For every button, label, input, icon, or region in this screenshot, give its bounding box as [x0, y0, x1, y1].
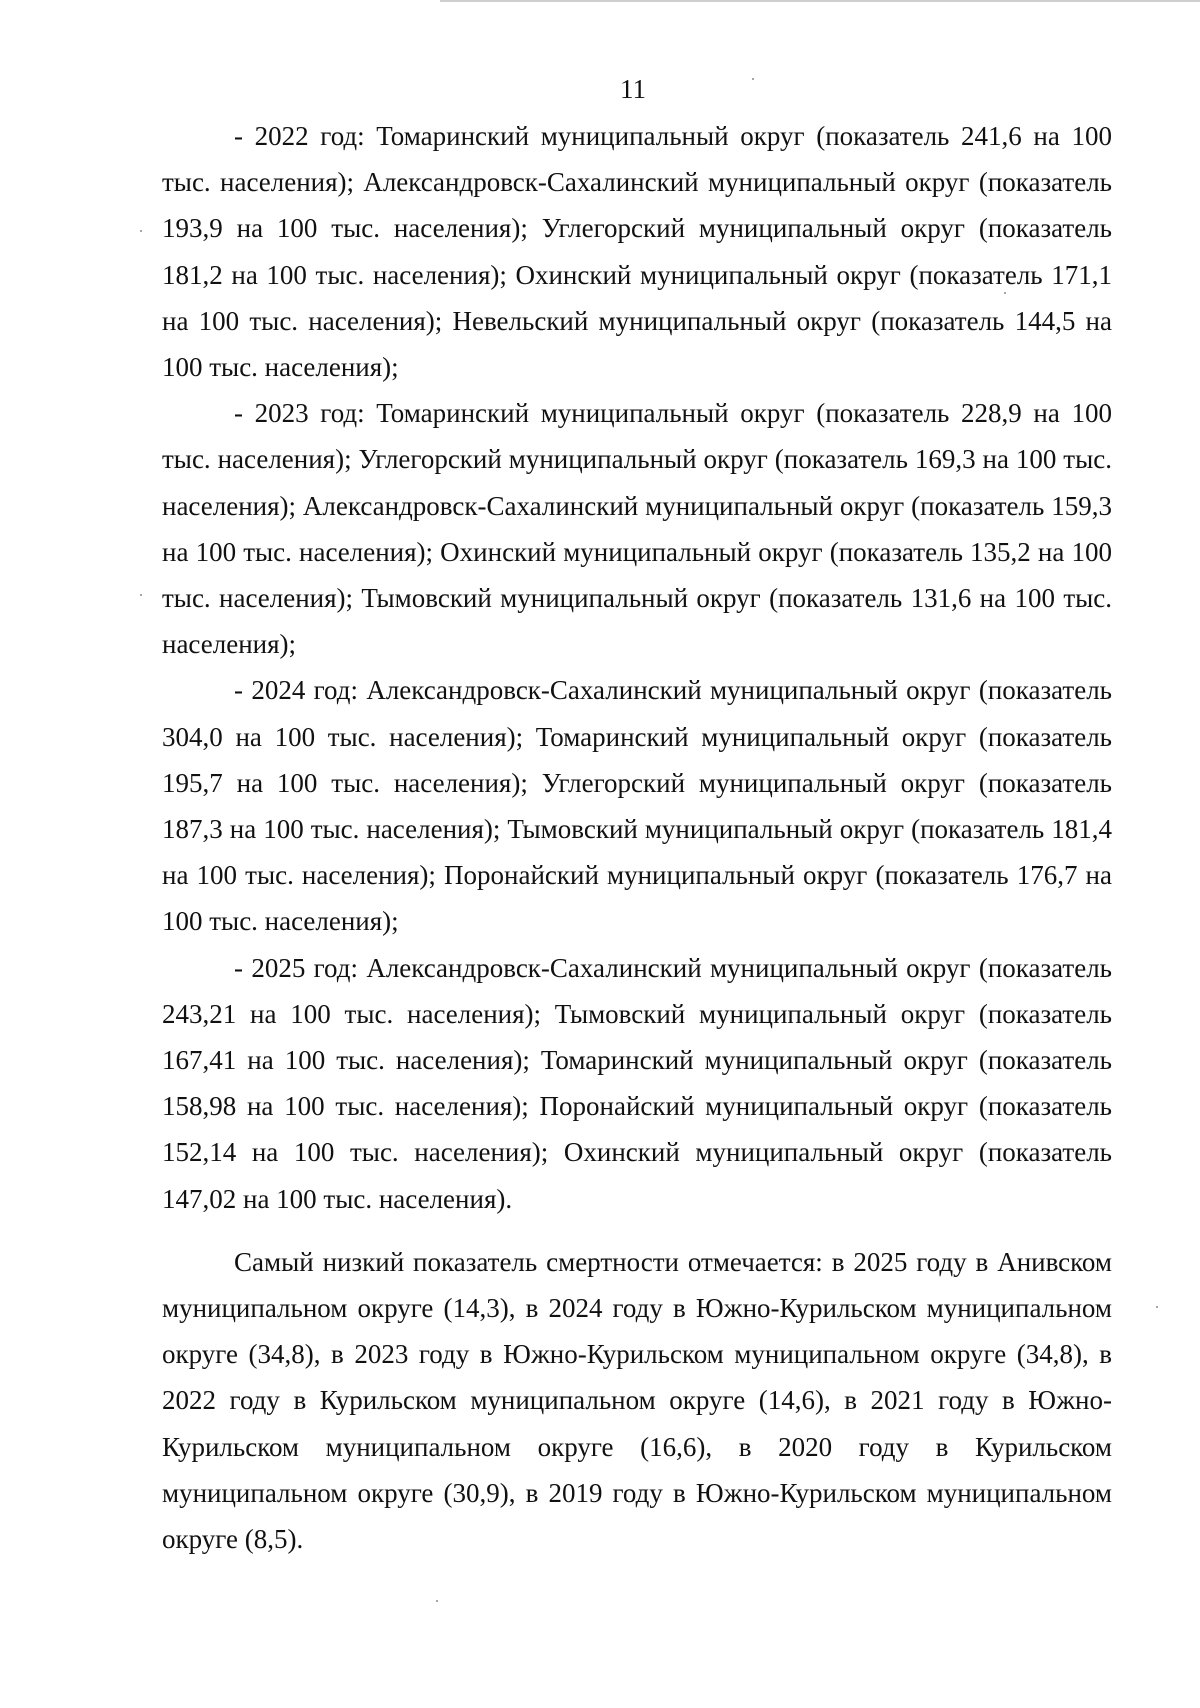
- paragraph-2025: - 2025 год: Александровск-Сахалинский муниципальный округ (показатель 243,21 на 100 тыс. населения); Тымовский муниципальный округ (показатель 167,41 на 100 тыс. населения); Томаринский муниципальный округ (показатель 158,98 на 100 тыс. населения); Поронайский муниципальный округ (показатель 152,14 на 100 тыс. населения); Охинский муниципальный округ (показатель 147,02 на 100 тыс. населения).: [162, 952, 1112, 1214]
- paragraph-2024: - 2024 год: Александровск-Сахалинский муниципальный округ (показатель 304,0 на 100 тыс. населения); Томаринский муниципальный округ (показатель 195,7 на 100 тыс. населения); Углегорский муниципальный округ (показатель 187,3 на 100 тыс. населения); Тымовский муниципальный округ (показатель 181,4 на 100 тыс. населения); Поронайский муниципальный округ (показатель 176,7 на 100 тыс. населения);: [162, 675, 1112, 937]
- scan-speck: [140, 594, 142, 596]
- paragraph-2023: - 2023 год: Томаринский муниципальный округ (показатель 228,9 на 100 тыс. населения); Углегорский муниципальный округ (показатель 169,3 на 100 тыс. населения); Александровск-Сахалинский муниципальный округ (показатель 159,3 на 100 тыс. населения); Охинский муниципальный округ (показатель 135,2 на 100 тыс. населения); Тымовский муниципальный округ (показатель 131,6 на 100 тыс. населения);: [162, 398, 1112, 660]
- scan-speck: [140, 230, 142, 232]
- paragraph-2022: - 2022 год: Томаринский муниципальный округ (показатель 241,6 на 100 тыс. населения); Александровск-Сахалинский муниципальный округ (показатель 193,9 на 100 тыс. населения); Углегорский муниципальный округ (показатель 181,2 на 100 тыс. населения); Охинский муниципальный округ (показатель 171,1 на 100 тыс. населения); Невельский муниципальный округ (показатель 144,5 на 100 тыс. населения);: [162, 121, 1112, 383]
- page-number: 11: [620, 74, 646, 104]
- scan-speck: [1004, 292, 1006, 294]
- body-text: [162, 113, 1112, 1562]
- scan-speck: [1156, 1306, 1158, 1308]
- scan-speck: [752, 78, 754, 80]
- scan-speck: [436, 1600, 438, 1602]
- paragraph-lowest-mortality: Самый низкий показатель смертности отмечается: в 2025 году в Анивском муниципальном округе (14,3), в 2024 году в Южно-Курильском муниципальном округе (34,8), в 2023 году в Южно-Курильском муниципальном округе (34,8), в 2022 году в Курильском муниципальном округе (14,6), в 2021 году в Южно-Курильском муниципальном округе (16,6), в 2020 году в Курильском муниципальном округе (30,9), в 2019 году в Южно-Курильском муниципальном округе (8,5).: [162, 1246, 1112, 1555]
- scan-top-edge: [440, 0, 1200, 2]
